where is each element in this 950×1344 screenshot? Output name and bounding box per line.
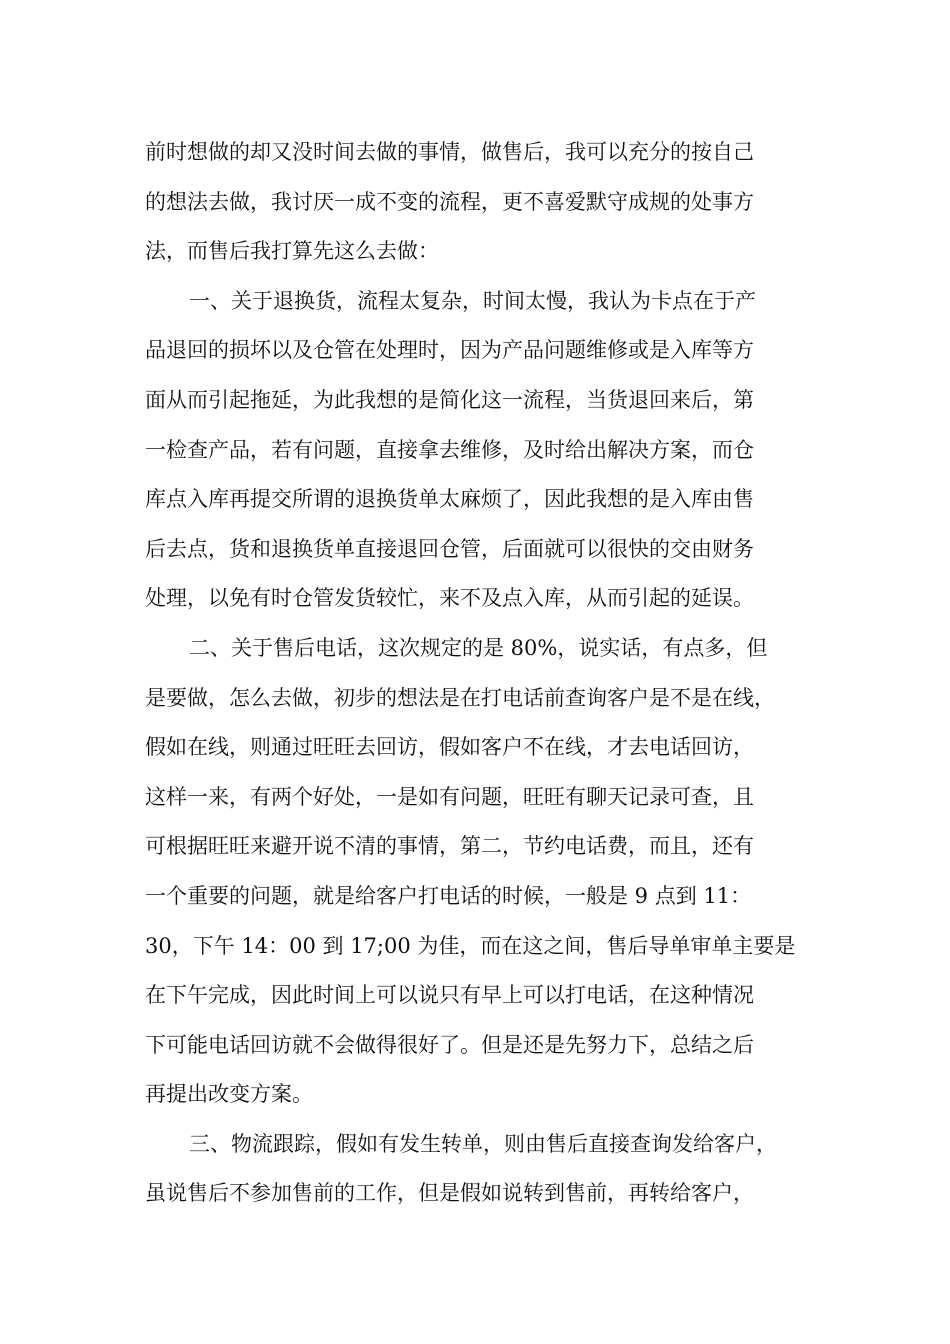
text-line: 一个重要的问题，就是给客户打电话的时候，一般是 9 点到 11： xyxy=(145,883,752,908)
text-line: 虽说售后不参加售前的工作，但是假如说转到售前，再转给客户， xyxy=(145,1181,754,1206)
document-body xyxy=(145,128,835,1219)
text-line: 品退回的损坏以及仓管在处理时，因为产品问题维修或是入库等方 xyxy=(145,338,754,363)
text-line: 库点入库再提交所谓的退换货单太麻烦了，因此我想的是入库由售 xyxy=(145,487,754,512)
text-line: 一检查产品，若有问题，直接拿去维修，及时给出解决方案，而仓 xyxy=(145,437,754,462)
text-line: 可根据旺旺来避开说不清的事情，第二，节约电话费，而且，还有 xyxy=(145,834,754,859)
paragraph-start-line: 二、关于售后电话，这次规定的是 80%，说实话，有点多，但 xyxy=(189,635,768,660)
text-line: 面从而引起拖延，为此我想的是简化这一流程，当货退回来后，第 xyxy=(145,387,754,412)
text-line: 再提出改变方案。 xyxy=(145,1082,313,1107)
text-line: 这样一来，有两个好处，一是如有问题，旺旺有聊天记录可查，且 xyxy=(145,784,754,809)
text-line: 后去点，货和退换货单直接退回仓管，后面就可以很快的交由财务 xyxy=(145,536,754,561)
text-line: 的想法去做，我讨厌一成不变的流程，更不喜爱默守成规的处事方 xyxy=(145,189,754,214)
paragraph-start-line: 三、物流跟踪，假如有发生转单，则由售后直接查询发给客户， xyxy=(189,1131,777,1156)
paragraph-start-line: 一、关于退换货，流程太复杂，时间太慢，我认为卡点在于产 xyxy=(189,288,756,313)
text-line: 前时想做的却又没时间去做的事情，做售后，我可以充分的按自己 xyxy=(145,140,754,164)
text-line: 处理，以免有时仓管发货较忙，来不及点入库，从而引起的延误。 xyxy=(145,586,754,611)
text-line: 在下午完成，因此时间上可以说只有早上可以打电话，在这种情况 xyxy=(145,983,754,1008)
text-line: 假如在线，则通过旺旺去回访，假如客户不在线，才去电话回访， xyxy=(145,735,754,760)
text-line: 下可能电话回访就不会做得很好了。但是还是先努力下，总结之后 xyxy=(145,1032,754,1057)
text-line: 30，下午 14：00 到 17;00 为佳，而在这之间，售后导单审单主要是 xyxy=(145,933,796,958)
text-line: 法，而售后我打算先这么去做： xyxy=(145,239,439,264)
text-line: 是要做，怎么去做，初步的想法是在打电话前查询客户是不是在线， xyxy=(145,685,775,710)
